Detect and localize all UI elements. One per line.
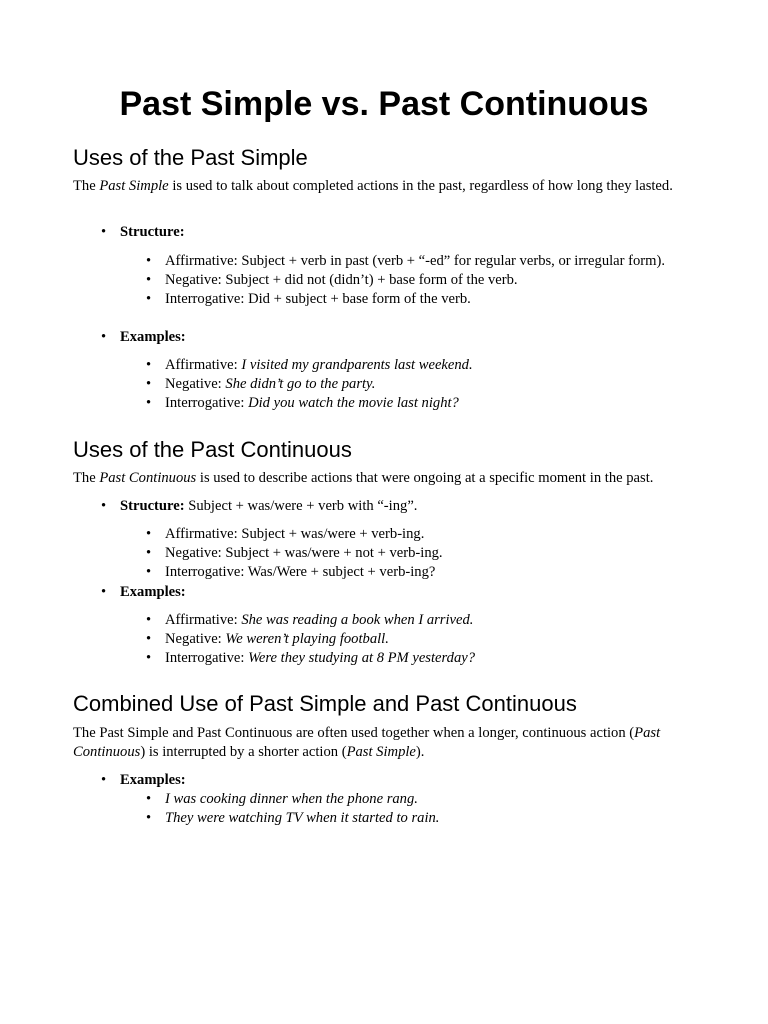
bullet: • bbox=[146, 564, 152, 581]
examples-list bbox=[101, 583, 701, 602]
structure-text: Subject + was/were + verb with “-ing”. bbox=[184, 498, 418, 514]
list-item bbox=[146, 790, 666, 809]
bullet: • bbox=[146, 395, 152, 412]
intro-text: ). bbox=[415, 744, 425, 761]
intro-text: The bbox=[73, 470, 100, 486]
structure-item: Interrogative: Did + subject + base form of the verb. bbox=[165, 291, 471, 308]
bullet: • bbox=[146, 526, 152, 542]
list-item bbox=[101, 497, 701, 516]
example-items bbox=[146, 356, 666, 414]
list-item bbox=[146, 290, 666, 309]
example-items bbox=[146, 790, 666, 828]
intro-term: Past Simple bbox=[346, 744, 416, 761]
example-text: She didn’t go to the party. bbox=[225, 376, 376, 393]
bullet: • bbox=[146, 650, 152, 667]
list-item bbox=[146, 611, 666, 630]
intro-text: The bbox=[73, 178, 100, 194]
example-label: Affirmative: bbox=[165, 357, 242, 373]
example-text: They were watching TV when it started to rain. bbox=[165, 810, 440, 827]
intro-text: is used to talk about completed actions in the past, regardless of how long they lasted. bbox=[168, 178, 673, 194]
list-item bbox=[101, 223, 701, 242]
structure-item: Interrogative: Was/Were + subject + verb-ing? bbox=[165, 564, 436, 581]
list-item bbox=[146, 375, 666, 394]
bullet: • bbox=[146, 272, 152, 289]
examples-label: Examples: bbox=[120, 329, 186, 345]
bullet: • bbox=[146, 291, 152, 308]
section-heading-combined-use: Combined Use of Past Simple and Past Continuous bbox=[73, 691, 577, 716]
structure-label: Structure: bbox=[120, 498, 185, 514]
example-label: Affirmative: bbox=[165, 612, 242, 628]
list-item bbox=[146, 630, 666, 649]
list-item bbox=[146, 252, 666, 271]
bullet: • bbox=[101, 584, 107, 600]
example-text: I visited my grandparents last weekend. bbox=[241, 357, 473, 373]
bullet: • bbox=[146, 791, 152, 807]
bullet: • bbox=[146, 357, 152, 373]
bullet: • bbox=[101, 329, 107, 345]
examples-label: Examples: bbox=[120, 584, 186, 600]
example-text: Were they studying at 8 PM yesterday? bbox=[248, 650, 476, 667]
list-item bbox=[146, 271, 666, 290]
list-item bbox=[101, 328, 701, 347]
example-label: Interrogative: bbox=[165, 395, 249, 412]
section-heading-past-simple: Uses of the Past Simple bbox=[73, 145, 308, 170]
structure-item: Negative: Subject + did not (didn’t) + base form of the verb. bbox=[165, 272, 518, 289]
list-item bbox=[146, 809, 666, 828]
example-text: I was cooking dinner when the phone rang. bbox=[165, 791, 418, 807]
intro-term: Past Simple bbox=[99, 178, 169, 194]
list-item bbox=[146, 563, 666, 582]
section-intro-past-continuous bbox=[73, 469, 713, 488]
example-text: Did you watch the movie last night? bbox=[248, 395, 459, 412]
structure-item: Affirmative: Subject + was/were + verb-ing. bbox=[165, 526, 425, 542]
list-item bbox=[146, 649, 666, 668]
example-label: Negative: bbox=[165, 631, 226, 648]
list-item bbox=[101, 583, 701, 602]
examples-list bbox=[101, 328, 701, 347]
structure-label: Structure: bbox=[120, 224, 185, 240]
bullet: • bbox=[146, 612, 152, 628]
intro-term: Past Continuous bbox=[73, 725, 661, 761]
bullet: • bbox=[101, 772, 107, 788]
structure-items bbox=[146, 525, 666, 583]
intro-term: Past Continuous bbox=[99, 470, 197, 486]
example-items bbox=[146, 611, 666, 669]
list-item bbox=[146, 544, 666, 563]
structure-item: Negative: Subject + was/were + not + verb-ing. bbox=[165, 545, 443, 562]
structure-list bbox=[101, 497, 701, 516]
intro-text: ) is interrupted by a shorter action ( bbox=[140, 744, 347, 761]
section-intro-past-simple bbox=[73, 177, 693, 196]
bullet: • bbox=[146, 253, 152, 269]
bullet: • bbox=[101, 498, 107, 514]
intro-text: The Past Simple and Past Continuous are often used together when a longer, continuous action ( bbox=[73, 725, 635, 741]
section-intro-combined-use bbox=[73, 724, 673, 762]
structure-items bbox=[146, 252, 666, 310]
list-item bbox=[146, 394, 666, 413]
intro-text: is used to describe actions that were ongoing at a specific moment in the past. bbox=[196, 470, 654, 486]
section-heading-past-continuous: Uses of the Past Continuous bbox=[73, 437, 352, 462]
bullet: • bbox=[101, 224, 107, 240]
examples-list bbox=[101, 771, 701, 790]
examples-label: Examples: bbox=[120, 772, 186, 788]
bullet: • bbox=[146, 376, 152, 393]
structure-list bbox=[101, 223, 701, 242]
example-label: Negative: bbox=[165, 376, 226, 393]
bullet: • bbox=[146, 631, 152, 648]
example-text: We weren’t playing football. bbox=[225, 631, 389, 648]
structure-item: Affirmative: Subject + verb in past (verb + “-ed” for regular verbs, or irregular form). bbox=[165, 253, 666, 269]
list-item bbox=[146, 525, 666, 544]
page-title: Past Simple vs. Past Continuous bbox=[119, 85, 649, 123]
list-item bbox=[146, 356, 666, 375]
example-label: Interrogative: bbox=[165, 650, 249, 667]
list-item bbox=[101, 771, 701, 790]
bullet: • bbox=[146, 545, 152, 562]
example-text: She was reading a book when I arrived. bbox=[241, 612, 474, 628]
bullet: • bbox=[146, 810, 152, 827]
